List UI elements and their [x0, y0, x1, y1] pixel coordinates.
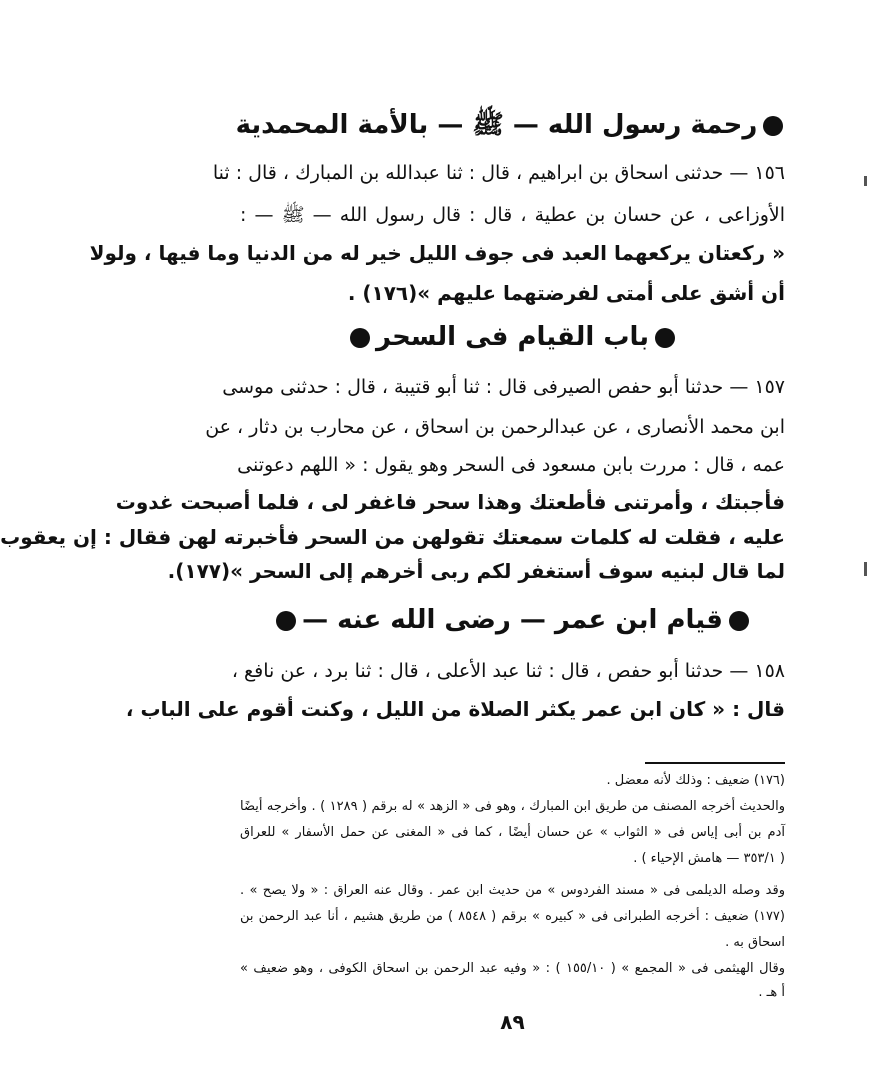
footnote-line: أ هـ .: [758, 985, 785, 1000]
bullet-icon: [655, 328, 675, 348]
page-number: ٨٩: [500, 1010, 525, 1034]
footnote-line: (١٧٦) ضعيف : وذلك لأنه معضل .: [606, 773, 785, 788]
bullet-icon: [763, 116, 783, 136]
section-heading: [148, 108, 877, 146]
section-heading: [148, 322, 877, 352]
heading-text: قيام ابن عمر — رضى الله عنه —: [302, 605, 723, 635]
text-line: « ركعتان يركعهما العبد فى جوف الليل خير له من الدنيا وما فيها ، ولولا: [89, 241, 785, 265]
footnote-line: وقال الهيثمى فى « المجمع » ( ١٥٥/١٠ ) : « وفيه عبد الرحمن بن اسحاق الكوفى ، وهو ضعيف »: [240, 961, 785, 976]
footnote-line: وقد وصله الديلمى فى « مسند الفردوس » من حديث ابن عمر . وقال عنه العراق : « ولا يصح » .: [240, 883, 785, 898]
footnote-line: والحديث أخرجه المصنف من طريق ابن المبارك ، وهو فى « الزهد » له برقم ( ١٢٨٩ ) . وأخرجه أيضًا: [240, 799, 785, 814]
heading-text: باب القيام فى السحر: [376, 322, 649, 352]
text-line: الأوزاعى ، عن حسان بن عطية ، قال : قال رسول الله — ﷺ — :: [240, 204, 785, 226]
heading-text: رحمة رسول الله — ﷺ — بالأمة المحمدية: [235, 110, 758, 140]
text-line: عليه ، فقلت له كلمات سمعتك تقولهن من السحر فأخبرته لهن فقال : إن يعقوب: [0, 525, 785, 549]
text-line: ١٥٦ — حدثنى اسحاق بن ابراهيم ، قال : ثنا عبدالله بن المبارك ، قال : ثنا: [212, 162, 785, 184]
footnote-separator: [645, 762, 785, 764]
bullet-icon: [350, 328, 370, 348]
footnote-line: ( ٣٥٣/١ — هامش الإحياء ) .: [633, 851, 785, 866]
text-line: ١٥٧ — حدثنا أبو حفص الصيرفى قال : ثنا أبو قتيبة ، قال : حدثنى موسى: [222, 376, 785, 398]
bullet-icon: [729, 611, 749, 631]
text-line: ١٥٨ — حدثنا أبو حفص ، قال : ثنا عبد الأعلى ، قال : ثنا برد ، عن نافع ،: [231, 660, 785, 682]
footnote-line: اسحاق به .: [725, 935, 785, 950]
text-line: لما قال لبنيه سوف أستغفر لكم ربى أخرهم إلى السحر »(١٧٧).: [167, 559, 785, 583]
footnote-line: (١٧٧) ضعيف : أخرجه الطبرانى فى « كبيره » برقم ( ٨٥٤٨ ) من طريق هشيم ، أنا عبد الرحمن بن: [240, 909, 785, 924]
text-line: قال : « كان ابن عمر يكثر الصلاة من الليل ، وكنت أقوم على الباب ،: [125, 697, 785, 721]
section-heading: [148, 605, 877, 635]
bullet-icon: [276, 611, 296, 631]
text-line: ابن محمد الأنصارى ، عن عبدالرحمن بن اسحاق ، عن محارب بن دثار ، عن: [205, 416, 785, 438]
text-line: فأجبتك ، وأمرتنى فأطعتك وهذا سحر فاغفر لى ، فلما أصبحت غدوت: [115, 490, 785, 514]
text-line: عمه ، قال : مررت بابن مسعود فى السحر وهو يقول : « اللهم دعوتنى: [237, 454, 785, 476]
margin-mark: [864, 176, 867, 186]
text-line: أن أشق على أمتى لفرضتهما عليهم »(١٧٦) .: [347, 281, 785, 305]
footnote-line: آدم بن أبى إياس فى « الثواب » عن حسان أيضًا ، كما فى « المغنى عن حمل الأسفار » للعراق: [240, 825, 785, 840]
margin-mark: [864, 562, 867, 576]
